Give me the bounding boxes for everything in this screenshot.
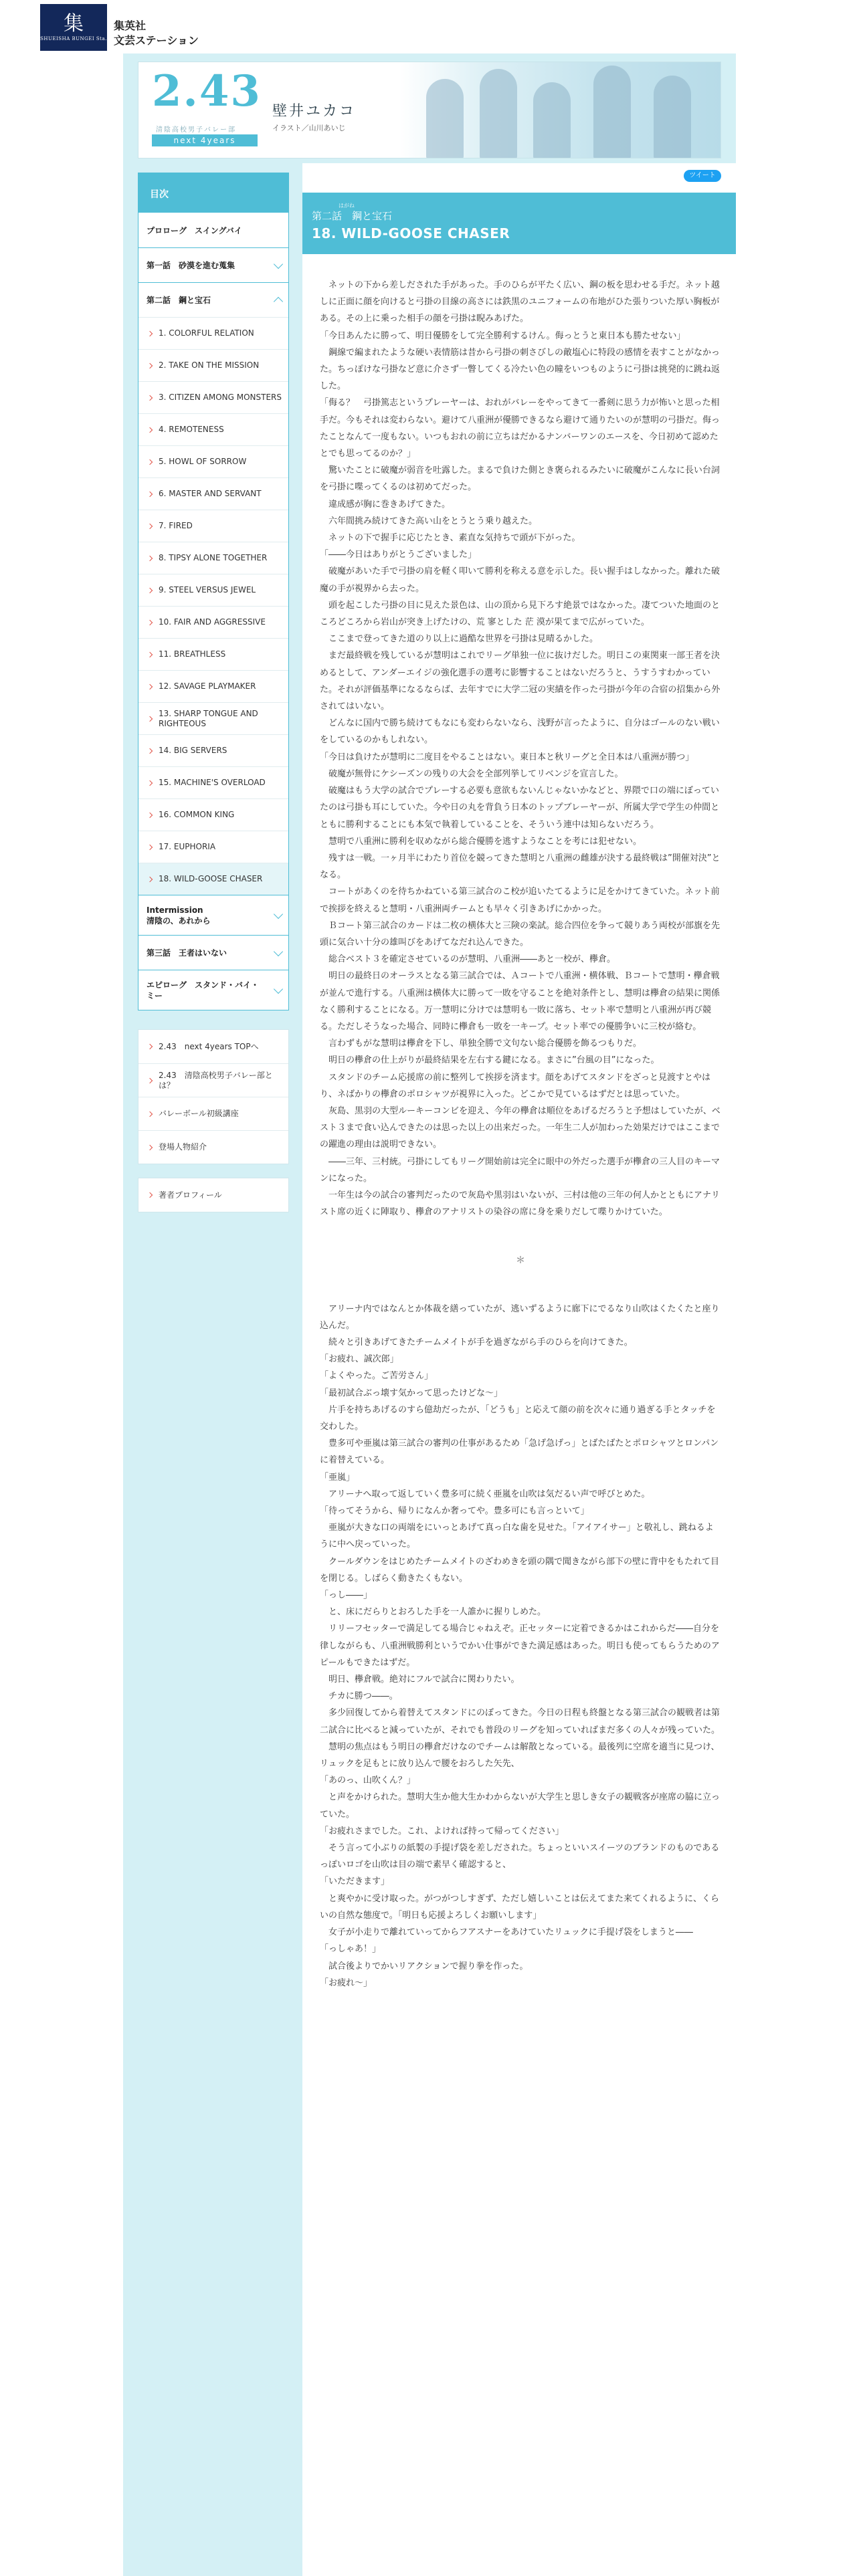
story-paragraph: 頭を起こした弓掛の目に見えた景色は、山の頂から見下ろす絶景ではなかった。凄てついた地面のところどころから岩山が突き上げたけの、荒 寥とした 茫 漠が果てまで広がっていた。 [320, 600, 721, 628]
chevron-right-icon [147, 683, 153, 689]
logo-glyph: 集 [64, 11, 84, 35]
side-link[interactable] [138, 1097, 288, 1130]
toc-part-label: エピローグ スタンド・バイ・ [147, 980, 260, 990]
author-profile-link[interactable] [138, 1178, 288, 1212]
toc-item-label: 15. MACHINE'S OVERLOAD [159, 778, 266, 787]
story-paragraph: 「っしゃあ！」 [320, 1944, 381, 1955]
story-paragraph: 多少回復してから着替えてスタンドにのぼってきた。今日の日程も終盤となる第三試合の観戦者は第二試合に比べると減っていたが、それでも普段のリーグを知っていればまだ多くの人々が残っていた。 [320, 1708, 721, 1735]
toc-part-chapter2[interactable] [138, 282, 288, 317]
story-paragraph: 言わずもがな慧明は欅倉を下し、単独全勝で文句ない総合優勝を飾るつもりだ。 [328, 1039, 642, 1049]
story-paragraph: アリーナ内ではなんとか体裁を繕っていたが、逃いずるように廊下にでるなり山吹はくたくたと座り込んだ。 [320, 1303, 720, 1331]
toc-item[interactable] [138, 766, 288, 798]
toc-part-label: 第三話 王者はいない [147, 948, 227, 958]
side-link-label: バレーボール初級講座 [159, 1109, 239, 1118]
toc-item-label: 4. REMOTENESS [159, 425, 224, 434]
toc-item-label: 18. WILD-GOOSE CHASER [159, 874, 263, 883]
story-paragraph: アリーナへ取って返していく豊多可に続く亜嵐を山吹は気だるい声で呼びとめた。 [328, 1489, 650, 1499]
chevron-right-icon [147, 362, 153, 368]
side-link[interactable] [138, 1063, 288, 1097]
toc-part-label: Intermission [147, 905, 203, 915]
chevron-right-icon [147, 844, 153, 849]
story-paragraph: 「今日あんたに勝って、明日優勝をして完全勝利するけん。侮っとうと東日本も勝たせない」 [320, 330, 686, 341]
story-paragraph: 明日、欅倉戦。絶対にフルで試合に関わりたい。 [328, 1675, 520, 1685]
site-header [0, 0, 859, 53]
story-paragraph: 「――今日はありがとうございました」 [320, 550, 477, 560]
story-part-2 [320, 1301, 721, 1992]
story-body [320, 277, 721, 1992]
toc-item[interactable] [138, 606, 288, 638]
toc-item[interactable] [138, 702, 288, 734]
episode-title: 18. WILD-GOOSE CHASER [312, 225, 510, 241]
banner-pill: next 4years [152, 134, 258, 146]
toc-part-label: 第二話 鋼と宝石 [147, 296, 211, 305]
chevron-down-icon [274, 259, 283, 268]
toc-item[interactable] [138, 477, 288, 510]
chevron-right-icon [147, 651, 153, 657]
chevron-right-icon [147, 395, 153, 400]
chevron-right-icon [147, 459, 153, 464]
profile-box [138, 1178, 289, 1212]
side-link-label: 登場人物紹介 [159, 1142, 207, 1152]
story-paragraph: 試合後よりでかいリアクションで握り拳を作った。 [328, 1961, 529, 1971]
toc-item[interactable] [138, 638, 288, 670]
site-name-line1: 集英社 [114, 19, 147, 32]
story-paragraph: リリーフセッターで満足してる場合じゃねえぞ。正セッターに定着できるかはこれからだ――自分を律しながらも、八重洲戦勝利というでかい仕事ができた満足感はあった。明日も使ってもらうためのアピールもできたはずだ。 [320, 1624, 720, 1668]
site-name-line2: 文芸ステーション [114, 34, 199, 47]
toc-part-label: 第一話 砂漠を進む蒐集 [147, 261, 235, 270]
story-paragraph: そう言って小ぶりの紙製の手提げ袋を差しだされた。ちょっといいスイーツのブランドのものであるっぽいロゴを山吹は目の端で素早く確認すると、 [320, 1843, 720, 1870]
story-paragraph: 女子が小走りで離れていってからフアスナーをあけていたリュックに手提げ袋をしまうと―― [328, 1927, 693, 1938]
chapter-header [302, 193, 736, 254]
story-paragraph: 「今日は負けたが慧明に二度目をやることはない。東日本と秋リーグと全日本は八重洲が勝つ」 [320, 752, 694, 762]
toc-item-label: 1. COLORFUL RELATION [159, 328, 254, 338]
story-paragraph: 破魔があいた手で弓掛の肩を軽く叩いて勝利を称える意を示した。長い握手はしなかった。離れた破魔の手が視界から去った。 [320, 566, 721, 594]
toc-item[interactable] [138, 413, 288, 445]
story-paragraph: 「最初試合ぶっ壊す気かって思ったけどな～」 [320, 1388, 503, 1398]
chevron-right-icon [147, 1144, 153, 1150]
chevron-right-icon [147, 1192, 153, 1198]
toc-item[interactable] [138, 349, 288, 381]
story-paragraph: ――三年、三村統。弓掛にしてもリーグ開始前は完全に眼中の外だった選手が欅倉の三人目のキーマンになった。 [320, 1156, 721, 1184]
chapter-title: 第二話 鋼と宝石 [312, 210, 393, 222]
toc-item-label: 2. TAKE ON THE MISSION [159, 360, 260, 370]
chevron-right-icon [147, 716, 153, 721]
toc-item[interactable] [138, 574, 288, 606]
story-paragraph: 一年生は今の試合の審判だったので灰島や黒羽はいないが、三村は他の三年の何人かとともにアナリスト席の近くに陣取り、欅倉のアナリストの染谷の席に身を乗りだして喋りかけていた。 [320, 1190, 721, 1218]
story-paragraph: 慧明の焦点はもう明日の欅倉だけなのでチームは解散となっている。最後列に空席を適当に見つけ、リュックを足もとに放り込んで腰をおろした矢先、 [320, 1741, 720, 1769]
story-paragraph: 破魔が無骨にケシーズンの残りの大会を全部列挙してリベンジを宣言した。 [328, 768, 624, 779]
chevron-right-icon [147, 330, 153, 336]
toc-item[interactable] [138, 798, 288, 831]
story-paragraph: クールダウンをはじめたチームメイトのざわめきを頭の隅で聞きながら部下の壁に背中をもたれて目を閉じる。しばらく動きたくもない。 [320, 1556, 719, 1584]
toc-item-label: 17. EUPHORIA [159, 842, 216, 851]
story-paragraph: チカに勝つ――。 [328, 1691, 398, 1702]
story-paragraph: コートがあくのを待ちかねている第三試合のこ校が追いたてるように足をかけてきていた。ネット前で挨拶を終えると慧明・八重洲両チームとも早々く引きあげにかかった。 [320, 887, 720, 914]
chevron-right-icon [147, 523, 153, 528]
side-link[interactable] [138, 1130, 288, 1164]
story-paragraph: 違成感が胸に巻きあげてきた。 [328, 499, 451, 510]
toc-part-sublabel: ミー [147, 990, 163, 1000]
chevron-right-icon [147, 587, 153, 593]
story-paragraph: 「侮る？ 弓掛篤志というプレーヤーは、おれがバレーをやってきて一番剣に思う力が怖いと思った相手だ。今もそれは変わらない。避けて八重洲が優勝できるなら避けて通りたいのが慧明の弓掛だ。侮ったことなんて一度もない。いつもおれの前に立ちはだかるナンバーワンのエースを、今日初めて認めたとでも思ってるのか？」 [320, 398, 721, 459]
toc-item[interactable] [138, 542, 288, 574]
toc-item-label: 5. HOWL OF SORROW [159, 457, 247, 466]
toc-chapter-items [138, 317, 288, 895]
story-paragraph: スタンドのチーム応援席の前に整列して挨拶を済ます。顔をあげてスタンドをざっと見渡すとやはり、ネばかりの欅倉のポロシャツが視界に入った。どこかで見ているはずだとは思っていた。 [320, 1072, 710, 1099]
story-paragraph: と爽やかに受け取った。がつがつしすぎず、ただし嬉しいことは伝えてまた来てくれるように、くらいの自然な態度で。「明日も応援よろしくお願いします」 [320, 1893, 719, 1921]
story-paragraph: 「お疲れ～」 [320, 1977, 373, 1988]
toc-heading: 目次 [138, 173, 289, 213]
side-link-label: 2.43 next 4years TOPへ [159, 1041, 259, 1051]
story-paragraph: 「お疲れさまでした。これ、よければ持って帰ってください」 [320, 1826, 564, 1836]
chevron-right-icon [147, 812, 153, 817]
story-paragraph: 総合ベスト３を確定させているのが慧明、八重洲――あと一校が、欅倉。 [328, 954, 616, 965]
story-paragraph: 片手を持ちあげるのすら億劫だったが、「どうも」と応えて顔の前を次々に通り過ぎる手とタッチを交わした。 [320, 1404, 716, 1432]
chevron-right-icon [147, 748, 153, 753]
title-banner[interactable] [138, 62, 721, 158]
story-paragraph: 破魔はもう大学の試合でプレーする必要も意欲もないんじゃないかなどと、界隈で口の端にぼっていたのは弓掛も耳にしていた。今や日の丸を背負う日本のトップブレーヤーが、所属大学で学生の仲間とともに勝利することにも本気で執着していることを、そういう連中は知らないだろう。 [320, 786, 720, 830]
toc-item[interactable] [138, 670, 288, 702]
toc-item-label: 10. FAIR AND AGGRESSIVE [159, 617, 266, 627]
toc-item-label: 7. FIRED [159, 521, 193, 530]
story-paragraph: 慧明で八重洲に勝利を収めながら総合優勝を逃すようなことを考には犯せない。 [328, 836, 642, 847]
site-name[interactable] [114, 19, 199, 48]
story-paragraph: 驚いたことに破魔が弱音を吐露した。まるで負けた側とき褒られるみたいに破魔がこんなに長い台詞を弓掛に喋ってくるのは初めてだった。 [320, 465, 720, 493]
sidebar [138, 173, 289, 1212]
toc-item[interactable] [138, 317, 288, 349]
story-paragraph: ネットの下で握手に応じたとき、素直な気持ちで頭が下がった。 [328, 533, 581, 544]
toc-part-label-wrap [147, 980, 259, 1001]
chevron-right-icon [147, 780, 153, 785]
section-separator: ＊ [516, 1255, 525, 1267]
toc-item-label: 16. COMMON KING [159, 810, 235, 819]
toc-item[interactable] [138, 510, 288, 542]
chevron-right-icon [147, 1044, 153, 1049]
toc-item[interactable] [138, 863, 288, 895]
toc-item[interactable] [138, 831, 288, 863]
story-paragraph: 亜嵐が大きな口の両端をにいっとあげて真っ白な歯を見せた。「アイアイサー」と敬礼し、跳ねるように中へ戻っていった。 [320, 1523, 714, 1550]
toc-item-label: 8. TIPSY ALONE TOGETHER [159, 553, 268, 562]
story-paragraph: と声をかけられた。慧明大生か他大生かわからないが大学生と思しき女子の観戦客が座席の脇に立っていた。 [320, 1792, 721, 1820]
story-paragraph: どんなに国内で勝ち続けてもなにも変わらないなら、浅野が言ったように、自分はゴールのない戦いをしているのかもしれない。 [320, 718, 720, 746]
story-paragraph: 残すは一戦。一ヶ月半にわたり首位を競ってきた慧明と八重洲の雌雄が決する最終戦は”開催対決”となる。 [320, 853, 721, 881]
toc-item-label: 6. MASTER AND SERVANT [159, 489, 262, 498]
toc-part-label: プロローグ スイングバイ [147, 225, 242, 235]
banner-illustrator: イラスト／山川あいじ [272, 124, 346, 132]
toc-part-epilogue[interactable] [138, 970, 288, 1010]
chevron-right-icon [147, 619, 153, 625]
side-link-label: 2.43 清陰高校男子バレー部とは？ [159, 1070, 273, 1090]
chevron-down-icon [274, 984, 283, 993]
toc-part-label-wrap [147, 905, 211, 926]
toc-part-chapter1[interactable] [138, 247, 288, 282]
banner-number: 2.43 [152, 66, 262, 116]
logo-sub: SHUEISHA BUNGEI Sta. [40, 35, 107, 41]
story-paragraph: 六年間挑み続けてきた高い山をとうとう乗り越えた。 [328, 516, 538, 526]
chevron-right-icon [147, 1111, 153, 1116]
story-paragraph: 「あのっ、山吹くん？」 [320, 1776, 415, 1786]
story-paragraph: 「亜嵐」 [320, 1472, 355, 1483]
banner-subtitle: 清陰高校男子バレー部 [156, 126, 236, 134]
side-links [138, 1029, 289, 1164]
toc-item[interactable] [138, 734, 288, 766]
story-part-1 [320, 277, 721, 1220]
story-paragraph: ここまで登ってきた道のり以上に過酷な世界を弓掛は見晴るかした。 [328, 634, 599, 645]
toc-part-prologue[interactable] [138, 213, 288, 247]
chevron-down-icon [274, 946, 283, 956]
chapter-ruby: はがね [339, 203, 355, 209]
banner-author: 壁井ユカコ [272, 103, 357, 120]
toc-item-label: 14. BIG SERVERS [159, 746, 227, 755]
toc-list [138, 213, 289, 1010]
toc-item[interactable] [138, 381, 288, 413]
chevron-right-icon [147, 427, 153, 432]
story-paragraph: 明日の最終日のオーラスとなる第三試合では、Ａコートで八重洲・横体戦、Ｂコートで慧明・欅倉戦が並んで進行する。八重洲は横体大に勝って一敗を守ることを絶対条件とし、慧明は欅倉の結果に関係なく勝利することになる。万一慧明に分けでは慧明も一敗に落ち、セット率で慧明と八重洲が再び競る。ただしそうなった場合、同時に欅倉も一敗を一キープ。セット率での優勝争いに三校が絡む。 [320, 971, 721, 1032]
story-paragraph: 「お疲れ、誠次郎」 [320, 1354, 399, 1365]
story-paragraph: ネットの下から差しだされた手があった。手のひらが平たく広い、鋼の板を思わせる手だ。ネット越しに正面に顔を向けると弓掛の目線の高さには鉄黒のユニフォームの布地がひた張りついた厚い胸板がある。その上に乗った相手の顔を弓掛は睨みあげた。 [320, 280, 720, 324]
chevron-down-icon [274, 909, 283, 918]
toc-item-label: 11. BREATHLESS [159, 649, 226, 659]
story-paragraph: 明日の欅倉の仕上がりが最終結果を左右する鍵になる。まさに”台風の目”になった。 [328, 1055, 660, 1066]
story-paragraph: 続々と引きあげてきたチームメイトが手を過ぎながら手のひらを向けてきた。 [328, 1337, 633, 1348]
side-link-label: 著者プロフィール [159, 1190, 222, 1200]
chevron-right-icon [147, 491, 153, 496]
story-paragraph: と、床にだらりとおろした手を一人誰かに握りしめた。 [328, 1607, 547, 1618]
story-paragraph: 「いただきます」 [320, 1876, 390, 1887]
story-paragraph: Ｂコート第三試合のカードは二枚の横体大と三険の楽試。総合四位を争って競りあう両校が部旗を先頭に気合い十分の雄叫びをあげてなだれ込んできた。 [320, 920, 721, 948]
story-paragraph: 豊多可や亜嵐は第三試合の審判の仕事があるため「急げ急げっ」とばたばたとポロシャツとロンパンに着替えている。 [320, 1438, 719, 1466]
story-paragraph: 灰島、黒羽の大型ルーキーコンビを迎え、今年の欅倉は順位をあげるだろうと予想はしていたが、ベスト３まで食い込んできたのは思った以上の出来だった。一年生二人が加わった効果だけではここまでの躍進の理由は説明できない。 [320, 1105, 721, 1150]
toc-item[interactable] [138, 445, 288, 477]
toc-part-intermission[interactable] [138, 895, 288, 935]
toc-part-chapter3[interactable] [138, 935, 288, 970]
side-link[interactable] [138, 1030, 288, 1063]
site-logo[interactable] [40, 4, 107, 51]
toc-item-label: 9. STEEL VERSUS JEWEL [159, 585, 256, 595]
tweet-button[interactable] [684, 170, 721, 182]
story-paragraph: まだ最終戦を残しているが慧明はこれでリーグ単独一位に抜けだした。明日この東関東一部王者を決めるとして、アンダーエイジの強化選手の選考に影響することはないだろうと、うすうすわかっていた。それが評価基準になるならば、去年すでに大学二冠の実績を作った弓掛が今年の合宿の招集から外されてはいない。 [320, 651, 721, 712]
story-paragraph: 鋼線で編まれたような硬い表情筋は昔から弓掛の刺さびしの敵塩心に特段の感情を表すことがなかった。ちっぽけな弓掛など意に介さず一瞥してくる冷たい色の瞳をいつものように弓掛は挑発的に跳ね返した。 [320, 347, 721, 392]
story-paragraph: 「よくやった。ご苦労さん」 [320, 1371, 434, 1382]
chevron-right-icon [147, 1077, 153, 1083]
main-content [302, 163, 736, 2576]
story-paragraph: 「待ってそうから、帰りになんか奢ってや。豊多可にも言っといて」 [320, 1506, 589, 1517]
toc-item-label: 13. SHARP TONGUE AND RIGHTEOUS [159, 708, 258, 728]
toc-item-label: 12. SAVAGE PLAYMAKER [159, 681, 256, 691]
tweet-label: ツイート [689, 172, 716, 179]
story-paragraph: 「っし――」 [320, 1590, 373, 1601]
toc-item-label: 3. CITIZEN AMONG MONSTERS [159, 393, 282, 402]
chevron-up-icon [274, 296, 283, 306]
chevron-right-icon [147, 555, 153, 560]
banner-illustration [399, 62, 721, 158]
chevron-right-icon [147, 876, 153, 881]
toc-part-sublabel: 清陰の、あれから [147, 916, 211, 926]
